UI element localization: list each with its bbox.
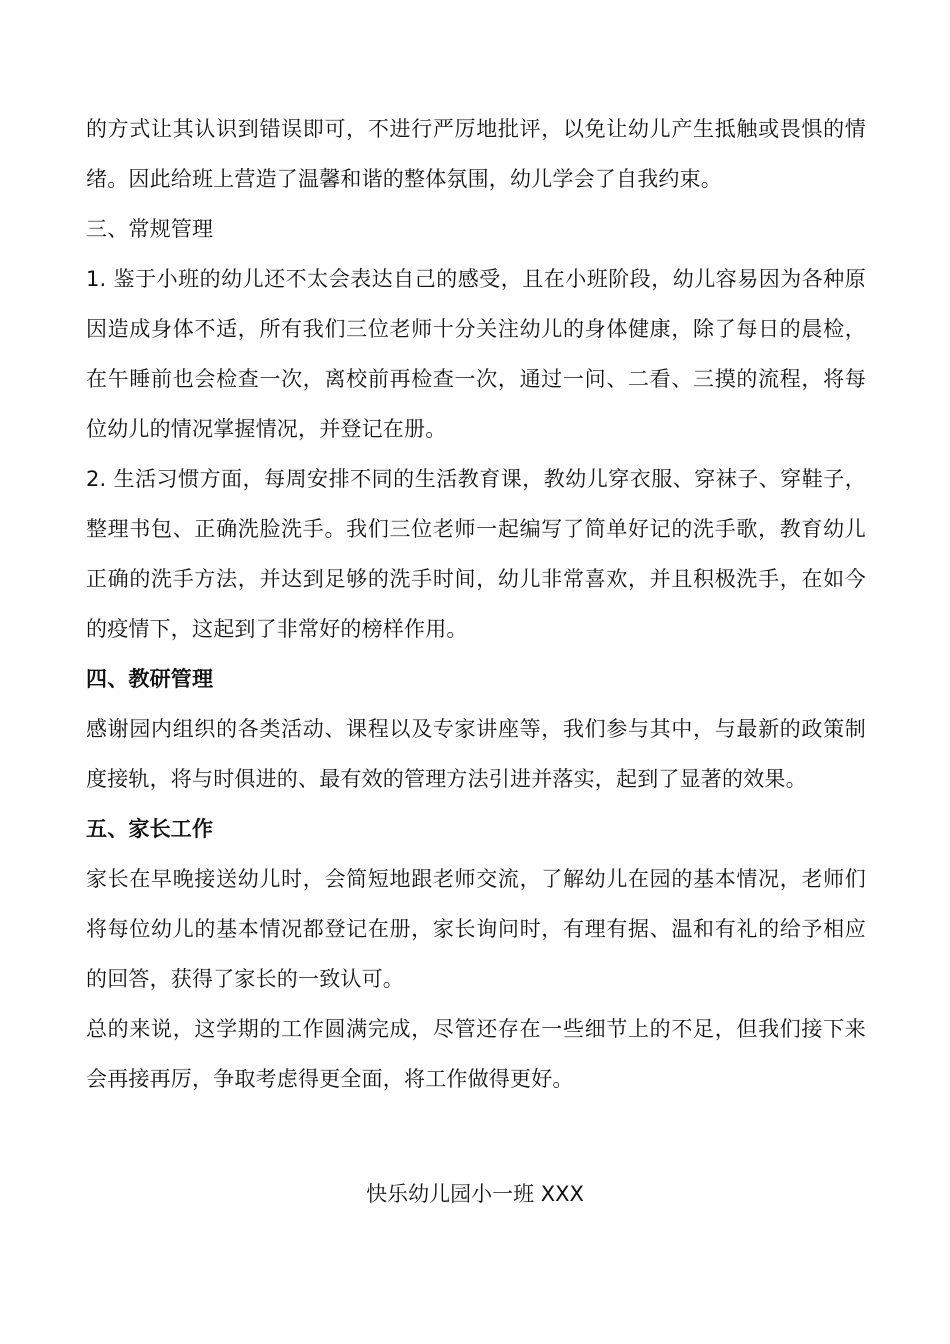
paragraph-health-check: 1. 鉴于小班的幼儿还不太会表达自己的感受，且在小班阶段，幼儿容易因为各种原因造成身体不适，所有我们三位老师十分关注幼儿的身体健康，除了每日的晨检，在午睡前也会检查一次，离校前再检查一次，通过一问、二看、三摸的流程，将每位幼儿的情况掌握情况，并登记在册。 xyxy=(86,267,866,441)
paragraph-summary: 总的来说，这学期的工作圆满完成，尽管还存在一些细节上的不足，但我们接下来会再接再厉，争取考虑得更全面，将工作做得更好。 xyxy=(86,1017,866,1091)
heading-routine-management: 三、常规管理 xyxy=(86,217,214,241)
paragraph-living-habits: 2. 生活习惯方面，每周安排不同的生活教育课，教幼儿穿衣服、穿袜子、穿鞋子，整理书包、正确洗脸洗手。我们三位老师一起编写了简单好记的洗手歌，教育幼儿正确的洗手方法，并达到足够的洗手时间，幼儿非常喜欢，并且积极洗手，在如今的疫情下，这起到了非常好的榜样作用。 xyxy=(86,467,866,641)
paragraph-parent-work: 家长在早晚接送幼儿时，会简短地跟老师交流，了解幼儿在园的基本情况，老师们将每位幼儿的基本情况都登记在册，家长询问时，有理有据、温和有礼的给予相应的回答，获得了家长的一致认可。 xyxy=(86,867,866,991)
heading-parent-work: 五、家长工作 xyxy=(86,817,214,841)
document-body xyxy=(86,104,866,1104)
paragraph-teaching-research: 感谢园内组织的各类活动、课程以及专家讲座等，我们参与其中，与最新的政策制度接轨，将与时俱进的、最有效的管理方法引进并落实，起到了显著的效果。 xyxy=(86,717,866,791)
heading-teaching-research: 四、教研管理 xyxy=(86,667,214,691)
paragraph-discipline-end: 的方式让其认识到错误即可，不进行严厉地批评，以免让幼儿产生抵触或畏惧的情绪。因此给班上营造了温馨和谐的整体氛围，幼儿学会了自我约束。 xyxy=(86,117,866,191)
signature-line: 快乐幼儿园小一班 XXX xyxy=(366,1182,584,1206)
